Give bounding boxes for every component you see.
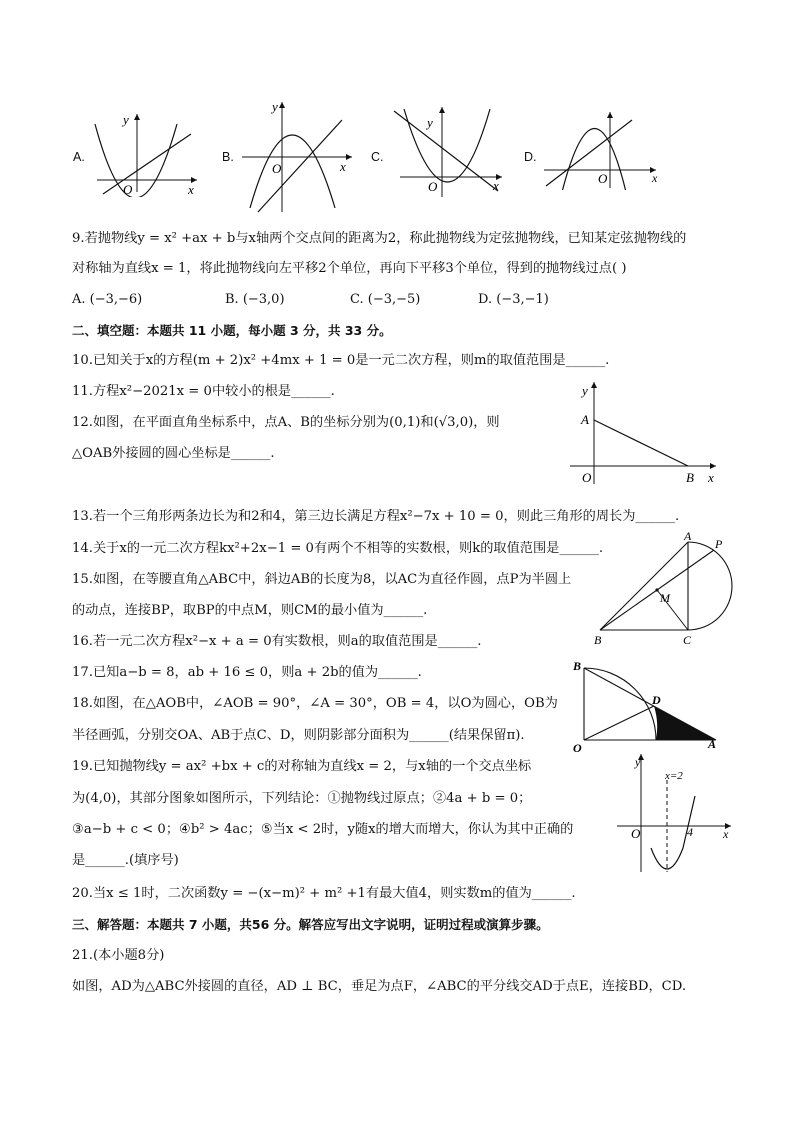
fig-c-x: x <box>493 178 499 193</box>
fig18-point-b: B <box>573 659 582 673</box>
fig-c-origin: O <box>428 179 438 194</box>
q19-line4: 是______.(填序号) <box>72 853 179 868</box>
q17: 17.已知a−b = 8，ab + 16 ≤ 0，则a + 2b的值为______. <box>72 665 422 680</box>
option-c-label: C. <box>371 150 384 164</box>
fig19-axis-label: x=2 <box>665 770 683 782</box>
q19-line1: 19.已知抛物线y = ax² +bx + c的对称轴为直线x = 2，与x轴的一个交点坐标 <box>72 759 532 774</box>
fig15-point-m: M <box>660 591 670 605</box>
option-d-label: D. <box>524 150 537 164</box>
q9-choice-d: D. (−3,−1) <box>478 292 549 307</box>
fig15-point-b: B <box>594 633 602 647</box>
fig19-x: x <box>723 827 729 841</box>
q13: 13.若一个三角形两条边长为和2和4，第三边长满足方程x²−7x + 10 = 0，则此三角形的周长为______. <box>72 509 680 524</box>
fig12-point-a: A <box>581 412 589 427</box>
q11: 11.方程x²−2021x = 0中较小的根是______. <box>72 384 335 399</box>
fig19-tick-4: 4 <box>687 825 693 839</box>
q9-line1: 9.若抛物线y = x² +ax + b与x轴两个交点间的距离为2，称此抛物线为定弦抛物线，已知某定弦抛物线的 <box>72 231 687 246</box>
fig-b-origin: O <box>272 161 282 176</box>
q9-choice-a: A. (−3,−6) <box>72 292 143 307</box>
q9-choice-c: C. (−3,−5) <box>350 292 421 307</box>
fig15-point-a: A <box>684 529 692 543</box>
graph-option-d <box>540 110 665 190</box>
q18-line1: 18.如图，在△AOB中，∠AOB = 90°，∠A = 30°，OB = 4，以O为圆心，OB为 <box>72 696 558 711</box>
fig-d-x: x <box>652 171 658 185</box>
q12-line2: △OAB外接圆的圆心坐标是______. <box>72 446 275 461</box>
q19-line3: ③a−b + c < 0；④b² > 4ac；⑤当x < 2时，y随x的增大而增大，你认为其中正确的 <box>72 822 574 837</box>
fig15-point-c: C <box>683 633 692 647</box>
option-b-label: B. <box>222 150 234 164</box>
q21-text: 如图，AD为△ABC外接圆的直径，AD ⊥ BC，垂足为点F，∠ABC的平分线交AD于点E，连接BD，CD. <box>72 979 687 994</box>
graph-option-b <box>240 100 360 215</box>
fig18-origin: O <box>573 741 582 755</box>
fig12-origin: O <box>582 470 592 485</box>
q21-title: 21.(本小题8分) <box>72 948 165 963</box>
section-3-heading: 三、解答题：本题共 7 小题，共56 分。解答应写出文字说明，证明过程或演算步骤。 <box>72 917 549 932</box>
fig-a-origin: O <box>123 182 133 197</box>
fig-d-origin: O <box>598 171 608 186</box>
figure-q12 <box>566 378 726 488</box>
q12-line1: 12.如图，在平面直角坐标系中，点A、B的坐标分别为(0,1)和(√3,0)，则 <box>72 415 500 430</box>
q15-line1: 15.如图，在等腰直角△ABC中，斜边AB的长度为8，以AC为直径作圆，点P为半圆上 <box>72 572 572 587</box>
q19-line2: 为(4,0)，其部分图象如图所示，下列结论：①抛物线过原点；②4a + b = 0； <box>72 791 532 806</box>
figure-q18 <box>570 656 730 756</box>
graph-option-c <box>390 105 510 200</box>
option-a-label: A. <box>73 150 85 164</box>
q9-line2: 对称轴为直线x = 1，将此抛物线向左平移2个单位，再向下平移3个单位，得到的抛物线过点( ) <box>72 261 627 276</box>
section-2-heading: 二、填空题：本题共 11 小题，每小题 3 分，共 33 分。 <box>72 323 392 338</box>
fig12-y: y <box>582 383 588 398</box>
fig-a-y: y <box>123 112 129 127</box>
fig18-point-d: D <box>652 693 661 707</box>
q14: 14.关于x的一元二次方程kx²+2x−1 = 0有两个不相等的实数根，则k的取值范围是______. <box>72 541 604 556</box>
q10: 10.已知关于x的方程(m + 2)x² +4mx + 1 = 0是一元二次方程，则m的取值范围是______. <box>72 353 610 368</box>
fig-b-x: x <box>340 159 346 174</box>
graph-option-a <box>85 112 205 197</box>
q9-choice-b: B. (−3,0) <box>225 292 285 307</box>
figure-q15 <box>590 528 740 648</box>
fig-c-y: y <box>427 115 433 130</box>
q20: 20.当x ≤ 1时，二次函数y = −(x−m)² + m² +1有最大值4，则实数m的值为______. <box>72 886 576 901</box>
fig19-origin: O <box>631 826 641 841</box>
fig12-point-b: B <box>686 470 694 485</box>
figure-q19 <box>615 750 740 875</box>
q18-line2: 半径画弧，分别交OA、AB于点C、D，则阴影部分面积为______(结果保留π). <box>72 728 525 743</box>
fig12-x: x <box>708 470 714 485</box>
fig15-point-p: P <box>715 537 723 551</box>
fig18-point-a: A <box>708 737 717 751</box>
fig-b-y: y <box>272 100 278 114</box>
q15-line2: 的动点，连接BP，取BP的中点M，则CM的最小值为______. <box>72 603 428 618</box>
q16: 16.若一元二次方程x²−x + a = 0有实数根，则a的取值范围是______. <box>72 634 482 649</box>
fig19-y: y <box>635 755 641 769</box>
fig-a-x: x <box>188 182 194 197</box>
